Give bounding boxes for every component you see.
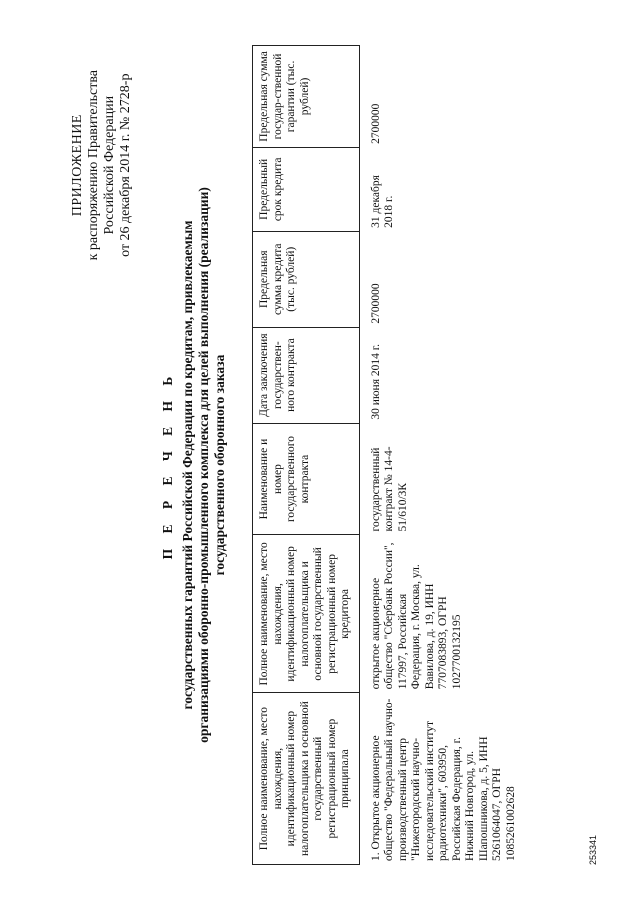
document-heading xyxy=(160,65,228,865)
appendix-line-3: от 26 декабря 2014 г. № 2728-р xyxy=(118,73,133,257)
table-row xyxy=(359,46,518,865)
appendix-title: ПРИЛОЖЕНИЕ xyxy=(70,114,85,217)
table-header-row xyxy=(253,46,360,865)
guarantees-table xyxy=(252,45,518,865)
heading-line-2: организациями оборонно-промышленного комплекса для целей выполнения (реализации) xyxy=(196,187,211,743)
appendix-line-1: к распоряжению Правительства xyxy=(86,70,101,261)
appendix-line-2: Российской Федерации xyxy=(102,95,117,235)
heading-line-1: государственных гарантий Российской Федерации по кредитам, привлекаемым xyxy=(180,220,195,710)
header-date: Дата заключения государствен-ного контракта xyxy=(253,327,360,423)
heading-word: П Е Р Е Ч Е Н Ь xyxy=(160,370,175,560)
header-creditor: Полное наименование, место нахождения, идентификационный номер налогоплательщика и основной государственный регистрационный номер кредитора xyxy=(253,535,360,693)
cell-guarantee: 2700000 xyxy=(369,103,382,144)
cell-creditor: открытое акционерное общество "Сбербанк России", 117997, Российская Федерация, г. Москва, ул. Вавилова, д. 19, ИНН 7707083893, ОГРН 1027700132195 xyxy=(369,542,463,690)
cell-amount: 2700000 xyxy=(369,283,382,324)
header-contract: Наименование и номер государственного контракта xyxy=(253,423,360,535)
cell-contract: государственный контракт № 14-4-51/610/ЗК xyxy=(369,446,409,532)
cell-term: 31 декабря 2018 г. xyxy=(369,175,395,228)
header-principal: Полное наименование, место нахождения, идентификационный номер налогоплательщика и основной государственный регистрационный номер принципала xyxy=(253,693,360,865)
heading-line-3: государственного оборонного заказа xyxy=(212,354,227,576)
appendix-block xyxy=(70,70,134,260)
cell-principal: 1. Открытое акционерное общество "Федеральный научно-производственный центр "Нижегородский научно-исследовательский институт радиотехники", 603950, Российская Федерация, г. Нижний Новгород, ул. Шапошникова, д. 5, ИНН 5261064047, ОГРН 1085261002628 xyxy=(369,698,517,861)
header-guarantee: Предельная сумма государ-ственной гарантии (тыс. рублей) xyxy=(253,46,360,148)
cell-date: 30 июня 2014 г. xyxy=(369,343,382,420)
header-term: Предельный срок кредита xyxy=(253,147,360,231)
header-amount: Предельная сумма кредита (тыс. рублей) xyxy=(253,231,360,327)
document-code: 253341 xyxy=(588,834,598,865)
